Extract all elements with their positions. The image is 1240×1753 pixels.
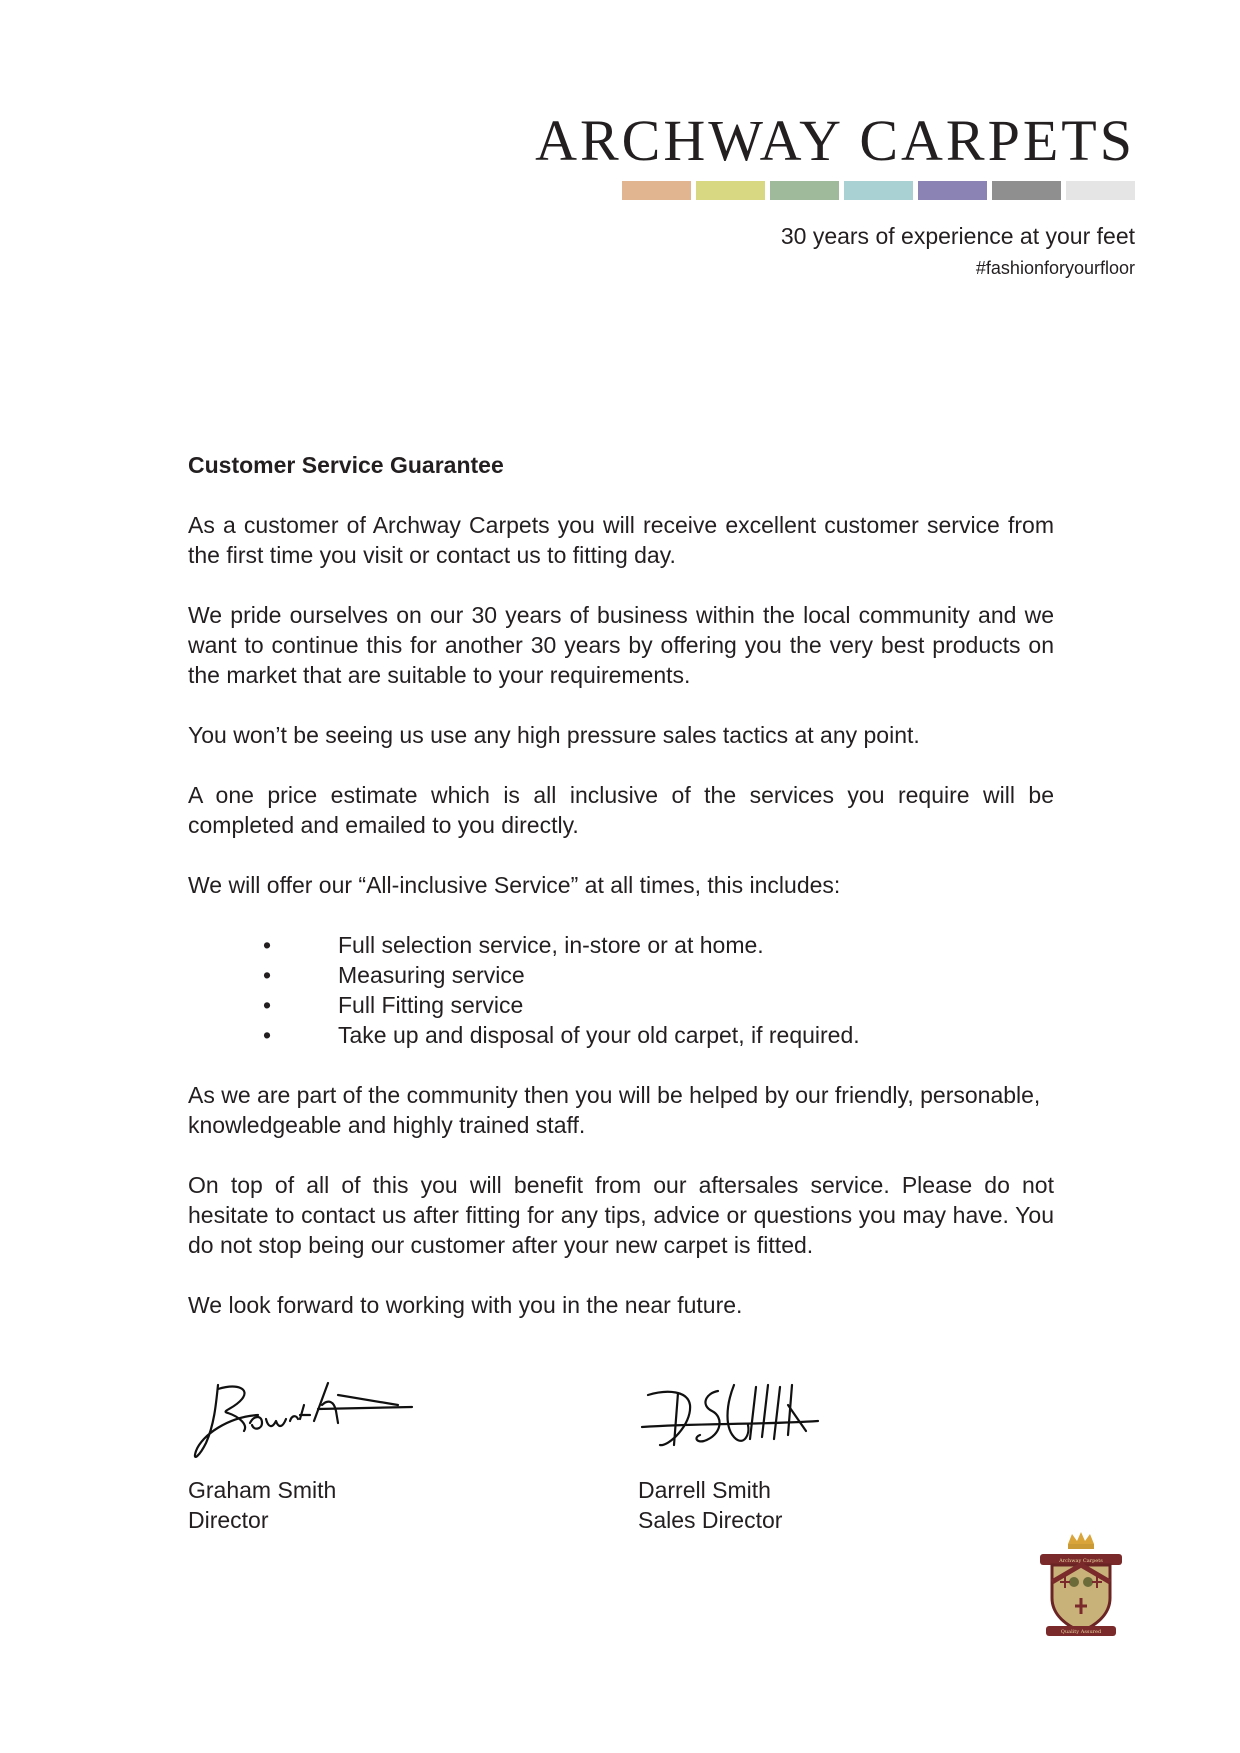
list-item-text: Take up and disposal of your old carpet, if required. <box>338 1022 860 1048</box>
brand-hashtag: #fashionforyourfloor <box>975 258 1135 278</box>
signatory-name: Darrell Smith <box>638 1477 771 1503</box>
signature-image <box>638 1365 878 1465</box>
letter-paragraph: As we are part of the community then you will be helped by our friendly, personable, knowledgeable and highly trained staff. <box>188 1082 1041 1138</box>
signature-section <box>188 1365 1054 1535</box>
signatory-title: Sales Director <box>638 1507 783 1533</box>
signature-image <box>188 1365 428 1465</box>
color-swatch <box>696 181 765 200</box>
letter-body <box>188 450 1054 1350</box>
signatory-block <box>638 1365 958 1535</box>
color-swatch <box>918 181 987 200</box>
bullet-icon: • <box>263 1022 272 1048</box>
list-item-text: Full Fitting service <box>338 992 524 1018</box>
letter-heading: Customer Service Guarantee <box>188 452 504 478</box>
list-item <box>188 930 1054 960</box>
letter-paragraph: We will offer our “All-inclusive Service” at all times, this includes: <box>188 872 841 898</box>
crest-banner-top: Archway Carpets <box>1059 1558 1103 1564</box>
color-swatch <box>622 181 691 200</box>
brand-logo <box>535 108 1135 173</box>
letter-paragraph: As a customer of Archway Carpets you will receive excellent customer service from the first time you visit or contact us to fitting day. <box>188 512 1054 568</box>
bullet-icon: • <box>263 962 272 988</box>
signatory-block <box>188 1365 508 1535</box>
signatory-title: Director <box>188 1507 269 1533</box>
letter-paragraph: We look forward to working with you in the near future. <box>188 1292 743 1318</box>
letter-paragraph: You won’t be seeing us use any high pressure sales tactics at any point. <box>188 722 920 748</box>
signatory-name: Graham Smith <box>188 1477 337 1503</box>
list-item <box>188 960 1054 990</box>
crest-banner-bottom: Quality Assured <box>1060 1629 1102 1635</box>
color-swatch-strip <box>622 181 1135 200</box>
color-swatch <box>770 181 839 200</box>
color-swatch <box>1066 181 1135 200</box>
service-list <box>188 930 1054 1050</box>
list-item <box>188 990 1054 1020</box>
letter-paragraph: We pride ourselves on our 30 years of business within the local community and we want to continue this for another 30 years by offering you the very best products on the market that are suitable to your requirements. <box>188 602 1054 688</box>
list-item <box>188 1020 1054 1050</box>
crown-icon <box>1068 1532 1094 1544</box>
brand-name: ARCHWAY CARPETS <box>535 108 1135 173</box>
letter-paragraph: A one price estimate which is all inclusive of the services you require will be completed and emailed to you directly. <box>188 782 1054 838</box>
color-swatch <box>992 181 1061 200</box>
bullet-icon: • <box>263 932 272 958</box>
letter-paragraph: On top of all of this you will benefit from our aftersales service. Please do not hesitate to contact us after fitting for any tips, advice or questions you may have. You do not stop being our customer after your new carpet is fitted. <box>188 1172 1054 1258</box>
bullet-icon: • <box>263 992 272 1018</box>
list-item-text: Full selection service, in-store or at home. <box>338 932 764 958</box>
crest-logo <box>1038 1530 1124 1642</box>
brand-tagline: 30 years of experience at your feet <box>780 223 1135 249</box>
color-swatch <box>844 181 913 200</box>
list-item-text: Measuring service <box>338 962 525 988</box>
